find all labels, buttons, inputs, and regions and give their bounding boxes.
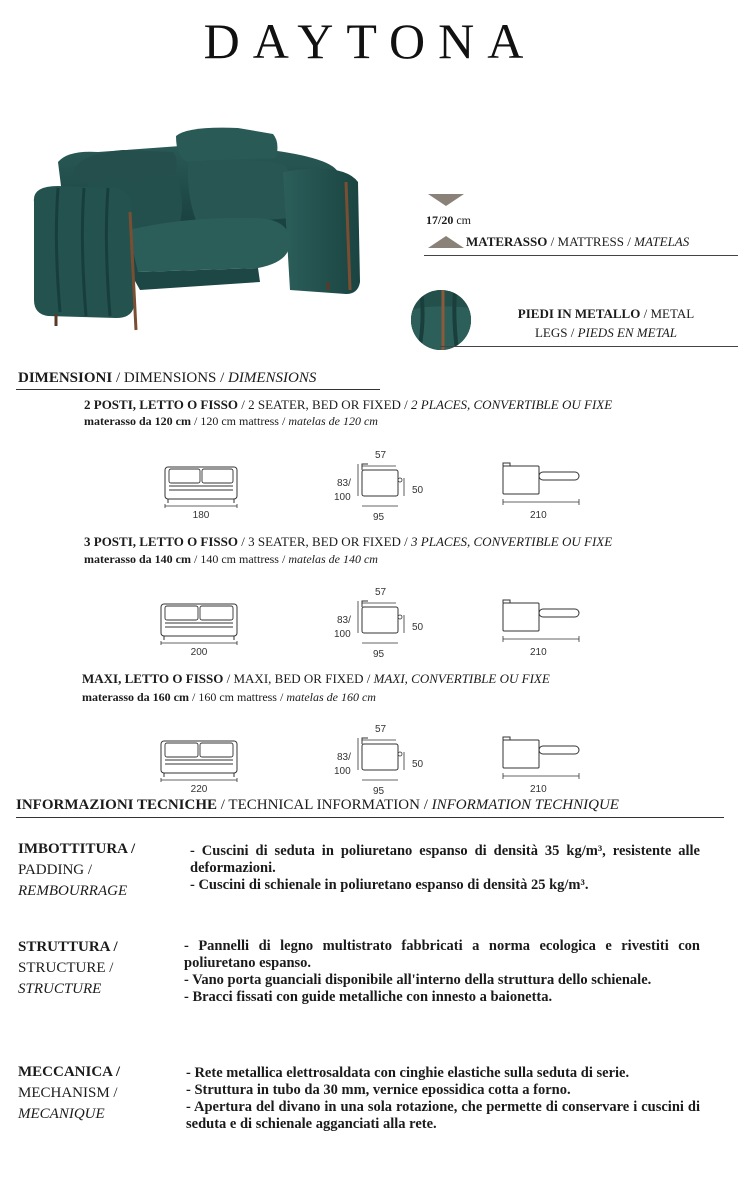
open-length-label: 210 (530, 647, 547, 658)
mattress-thickness-value: 17/20 (426, 213, 454, 227)
open-bed-diagram (502, 462, 584, 512)
config-subtitle: materasso da 120 cm / 120 cm mattress / matelas de 120 cm (84, 414, 378, 428)
open-length-label: 210 (530, 784, 547, 795)
legs-label-it: PIEDI IN METALLO (517, 306, 641, 321)
padding-label: IMBOTTITURA / PADDING / REMBOURRAGE (18, 841, 136, 899)
height-label: 83/ (337, 752, 351, 763)
width-label: 220 (190, 784, 208, 795)
padding-description: - Cuscini di seduta in poliuretano espanso di densità 35 kg/m³, resistente alle deformazioni. - Cuscini di schienale in poliuretano espanso di densità 25 kg/m³. (190, 843, 700, 893)
legs-label-en-2: LEGS (534, 325, 568, 340)
mechanism-description: - Rete metallica elettrosaldata con cinghie elastiche sulla seduta di serie. - Struttura in tubo da 30 mm, vernice epossidica cotta a forno. - Apertura del divano in una sola rotazione, che permette di conservare i cuscini di seduta e di schienale agganciati alla rete. (186, 1065, 700, 1132)
depth-label: 95 (373, 649, 385, 660)
mattress-thickness-unit: cm (456, 213, 472, 227)
mattress-label: MATERASSO / MATTRESS / MATELAS (466, 234, 690, 249)
depth-label: 95 (373, 512, 385, 523)
side-view-diagram (356, 458, 412, 514)
mattress-label-it: MATERASSO (466, 234, 548, 249)
seat-height-label: 50 (412, 759, 424, 770)
mattress-divider (424, 255, 738, 256)
config-title: MAXI, LETTO O FISSO / MAXI, BED OR FIXED / MAXI, CONVERTIBLE OU FIXE (82, 671, 550, 686)
depth-top-label: 57 (375, 587, 387, 598)
mattress-thickness (426, 213, 471, 228)
depth-top-label: 57 (375, 450, 387, 461)
legs-label-en-1: METAL (650, 306, 695, 321)
open-bed-diagram (502, 599, 584, 649)
height-label-2: 100 (334, 766, 351, 777)
open-length-label: 210 (530, 510, 547, 521)
legs-label-fr: PIEDS EN METAL (577, 325, 678, 340)
front-view-diagram (164, 466, 244, 514)
dimensions-heading-underline (16, 389, 380, 390)
front-view-diagram (160, 740, 244, 788)
tech-info-heading: INFORMAZIONI TECNICHE / TECHNICAL INFORMATION / INFORMATION TECHNIQUE (16, 797, 619, 813)
product-title: DAYTONA (203, 13, 537, 69)
mechanism-label: MECCANICA / MECHANISM / MECANIQUE (18, 1064, 121, 1122)
depth-label: 95 (373, 786, 385, 797)
height-label: 83/ (337, 478, 351, 489)
config-title: 2 POSTI, LETTO O FISSO / 2 SEATER, BED OR FIXED / 2 PLACES, CONVERTIBLE OU FIXE (84, 397, 613, 412)
height-label-2: 100 (334, 629, 351, 640)
structure-label: STRUTTURA / STRUCTURE / STRUCTURE (18, 939, 118, 997)
metal-leg-detail-image (411, 290, 471, 350)
config-subtitle: materasso da 140 cm / 140 cm mattress / matelas de 140 cm (84, 552, 378, 566)
legs-label: PIEDI IN METALLO / METAL LEGS / PIEDS EN METAL (517, 306, 695, 340)
mattress-label-en: MATTRESS (557, 234, 624, 249)
open-bed-diagram (502, 736, 584, 786)
legs-divider (440, 346, 738, 347)
front-view-diagram (160, 603, 244, 651)
seat-height-label: 50 (412, 622, 424, 633)
side-view-diagram (356, 595, 412, 651)
height-label-2: 100 (334, 492, 351, 503)
dimensions-heading: DIMENSIONI / DIMENSIONS / DIMENSIONS (18, 370, 317, 386)
width-label: 180 (192, 510, 210, 521)
sofa-image (28, 122, 368, 332)
structure-description: - Pannelli di legno multistrato fabbricati a norma ecologica e rivestiti con poliuretano espanso. - Vano porta guanciali disponibile all'interno della struttura dello schienale. - Bracci fissati con guide metalliche con innesto a baionetta. (184, 938, 700, 1005)
mattress-label-fr: MATELAS (634, 234, 690, 249)
height-label: 83/ (337, 615, 351, 626)
config-title: 3 POSTI, LETTO O FISSO / 3 SEATER, BED OR FIXED / 3 PLACES, CONVERTIBLE OU FIXE (84, 534, 613, 549)
tech-info-underline (16, 817, 724, 818)
config-subtitle: materasso da 160 cm / 160 cm mattress / matelas de 160 cm (82, 690, 376, 704)
side-view-diagram (356, 732, 412, 788)
width-label: 200 (190, 647, 208, 658)
depth-top-label: 57 (375, 724, 387, 735)
seat-height-label: 50 (412, 485, 424, 496)
